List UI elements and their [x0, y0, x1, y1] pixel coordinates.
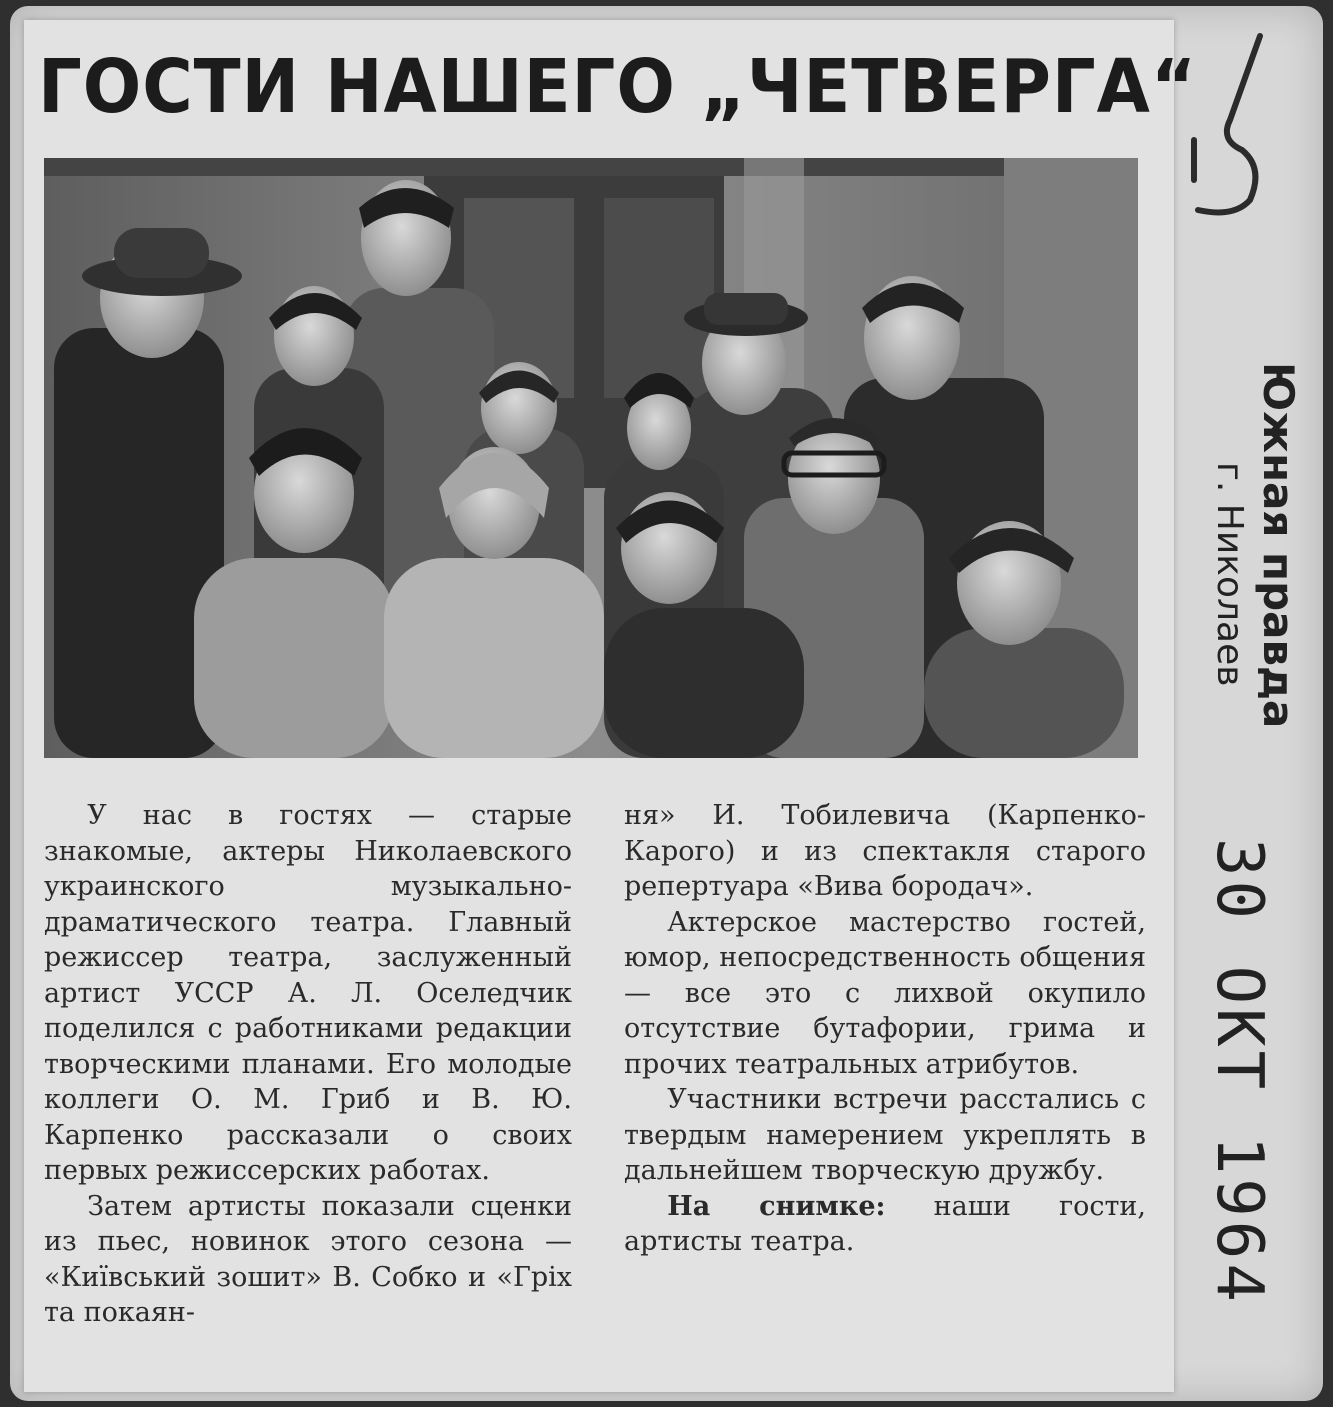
stamp-city: г. Николаев: [1209, 462, 1250, 687]
caption-text: наши гости, артисты театра.: [624, 1190, 1146, 1257]
caption-label: На снимке:: [667, 1190, 886, 1222]
article-paragraph: Актерское мастерство гостей, юмор, непосредственность общения — все это с лихвой окупило отсутствие бутафории, грима и прочих театральных атрибутов.: [624, 906, 1146, 1080]
stamp-date: 30 ОКТ 1964: [1202, 838, 1276, 1306]
handwritten-number-mark: [1172, 28, 1272, 218]
article-paragraph: ня» И. Тобилевича (Карпенко-Карого) и из спектакля старого репертуара «Вива бородач».: [624, 800, 1146, 902]
article-left-column: [44, 798, 572, 1331]
article-right-column: [624, 798, 1146, 1260]
group-photo: [44, 158, 1138, 758]
article-paragraph: Участники встречи расстались с твердым намерением укреплять в дальнейшем творческую дружбу.: [624, 1084, 1146, 1186]
article-paragraph: У нас в гостях — старые знакомые, актеры Николаевского украинского музыкально-драматического театра. Главный режиссер театра, заслуженный артист УССР А. Л. Оселедчик поделился с работниками редакции творческими планами. Его молодые коллеги О. М. Гриб и В. Ю. Карпенко рассказали о своих первых режиссерских работах.: [44, 800, 572, 1186]
headline: ГОСТИ НАШЕГО „ЧЕТВЕРГА“: [38, 44, 1198, 130]
article-paragraph: Затем артисты показали сценки из пьес, новинок этого сезона — «Київський зошит» В. Собко и «Гріх та покаян-: [44, 1190, 572, 1328]
photo-caption: [624, 1189, 1146, 1260]
group-photo-illustration: [44, 158, 1138, 758]
stamp-newspaper-name: Южная правда: [1254, 362, 1303, 729]
